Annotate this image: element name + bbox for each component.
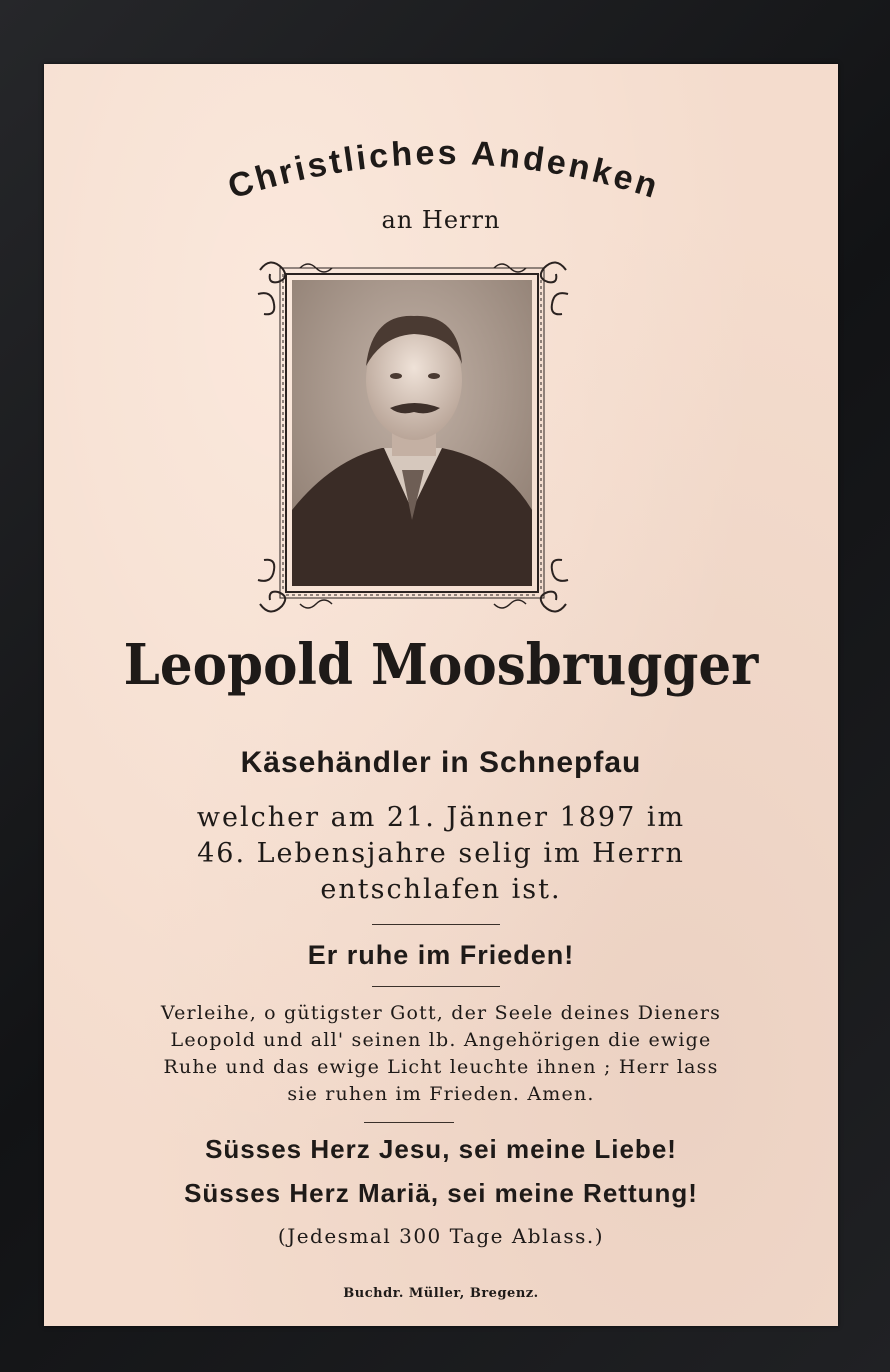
portrait-frame xyxy=(250,250,576,624)
indulgence-note: (Jedesmal 300 Tage Ablass.) xyxy=(277,1224,605,1248)
prayer-line-1: Verleihe, o gütigster Gott, der Seele deines Dieners xyxy=(160,1002,722,1024)
deceased-occupation: Käsehändler in Schnepfau xyxy=(240,746,642,779)
divider-1 xyxy=(372,924,500,925)
memorial-card xyxy=(44,64,838,1326)
sacred-heart-jesus: Süsses Herz Jesu, sei meine Liebe! xyxy=(205,1134,677,1164)
death-line-3: entschlafen ist. xyxy=(320,874,562,905)
sacred-heart-mary: Süsses Herz Mariä, sei meine Rettung! xyxy=(184,1178,698,1208)
death-line-2: 46. Lebensjahre selig im Herrn xyxy=(197,838,685,869)
prayer-line-4: sie ruhen im Frieden. Amen. xyxy=(287,1083,595,1105)
svg-text:Christliches Andenken xyxy=(224,134,665,207)
card-subtitle: an Herrn xyxy=(381,206,501,234)
prayer-line-3: Ruhe und das ewige Licht leuchte ihnen ; Herr lass xyxy=(163,1056,719,1078)
rest-in-peace: Er ruhe im Frieden! xyxy=(307,940,575,970)
printer-imprint: Buchdr. Müller, Bregenz. xyxy=(343,1286,539,1301)
deceased-name: Leopold Moosbrugger xyxy=(123,632,759,698)
card-title: Christliches Andenken xyxy=(223,133,665,207)
portrait-photo xyxy=(292,280,532,586)
divider-2 xyxy=(372,986,500,987)
portrait-photo-icon xyxy=(292,280,532,586)
divider-3 xyxy=(364,1122,454,1123)
death-line-1: welcher am 21. Jänner 1897 im xyxy=(196,802,686,833)
prayer-line-2: Leopold und all' seinen lb. Angehörigen die ewige xyxy=(170,1029,712,1051)
